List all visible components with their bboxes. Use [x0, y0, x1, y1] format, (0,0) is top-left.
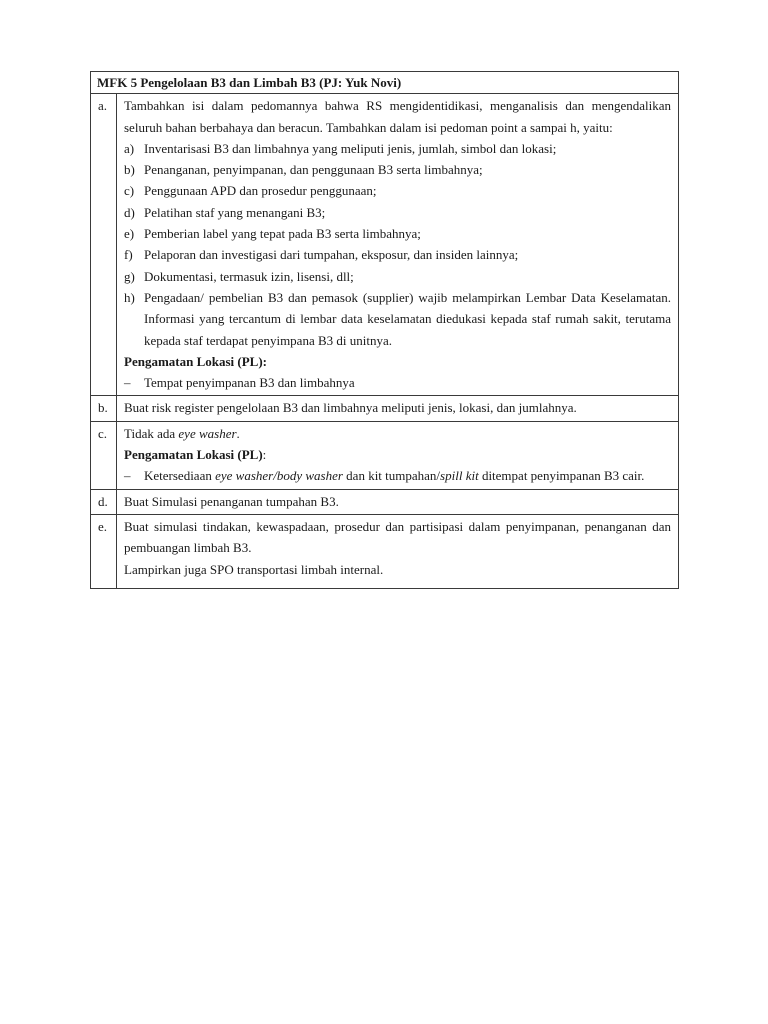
list-item: [124, 138, 671, 159]
row-number: a.: [91, 94, 117, 396]
table-header-row: [91, 72, 679, 94]
list-text: Inventarisasi B3 dan limbahnya yang meliputi jenis, jumlah, simbol dan lokasi;: [144, 140, 557, 156]
table-row: [91, 396, 679, 421]
list-marker: d): [124, 204, 135, 220]
list-item: [124, 266, 671, 287]
list-text: Pelaporan dan investigasi dari tumpahan, eksposur, dan insiden lainnya;: [144, 247, 519, 263]
row-number: b.: [91, 396, 117, 421]
row-c-text-prefix: Tidak ada: [124, 425, 179, 441]
row-c-text: [124, 423, 671, 444]
row-e-text-2: Lampirkan juga SPO transportasi limbah internal.: [124, 561, 384, 577]
row-number: d.: [91, 489, 117, 514]
list-text: Pelatihan staf yang menangani B3;: [144, 204, 326, 220]
row-content: [117, 421, 679, 489]
list-marker: g): [124, 268, 135, 284]
row-c-text-suffix: .: [236, 425, 240, 441]
list-marker: f): [124, 247, 133, 263]
observation-text: Tempat penyimpanan B3 dan limbahnya: [144, 375, 355, 391]
observation-label: Pengamatan Lokasi (PL):: [124, 353, 267, 369]
list-item: [124, 202, 671, 223]
list-text: Pemberian label yang tepat pada B3 serta limbahnya;: [144, 226, 421, 242]
row-content: [117, 396, 679, 421]
row-content: [117, 94, 679, 396]
list-text: Penanganan, penyimpanan, dan penggunaan B3 serta limbahnya;: [144, 162, 483, 178]
table-row: [91, 489, 679, 514]
list-marker: h): [124, 289, 135, 305]
list-item: [124, 180, 671, 201]
dash-marker: –: [124, 468, 131, 484]
list-item: [124, 244, 671, 265]
row-content: [117, 514, 679, 588]
obs-italic: eye washer/body washer: [215, 468, 343, 484]
row-e-text: Buat simulasi tindakan, kewaspadaan, prosedur dan partisipasi dalam penyimpanan, penanganan dan pembuangan limbah B3.: [124, 518, 671, 556]
list-text: Penggunaan APD dan prosedur penggunaan;: [144, 183, 377, 199]
observation-label: Pengamatan Lokasi (PL): [124, 447, 263, 463]
observation-text: [144, 465, 671, 486]
obs-part: ditempat penyimpanan B3 cair.: [478, 468, 645, 484]
list-text: Dokumentasi, termasuk izin, lisensi, dll;: [144, 268, 354, 284]
observation-item: [124, 465, 671, 486]
row-number: e.: [91, 514, 117, 588]
row-c-text-italic: eye washer: [178, 425, 237, 441]
row-content: [117, 489, 679, 514]
row-number: c.: [91, 421, 117, 489]
table-row: [91, 421, 679, 489]
list-marker: b): [124, 162, 135, 178]
row-b-text: Buat risk register pengelolaan B3 dan limbahnya meliputi jenis, lokasi, dan jumlahnya.: [124, 400, 577, 416]
row-d-text: Buat Simulasi penanganan tumpahan B3.: [124, 493, 339, 509]
table-row: [91, 514, 679, 588]
observation-label-line: [124, 444, 671, 465]
list-text: Pengadaan/ pembelian B3 dan pemasok (supplier) wajib melampirkan Lembar Data Keselamatan. Informasi yang tercantum di lembar data keselamatan diedukasi kepada staf rumah sakit, terutama kepada staf terdapat penyimpana B3 di unitnya.: [144, 289, 671, 348]
list-marker: c): [124, 183, 135, 199]
row-a-intro: Tambahkan isi dalam pedomannya bahwa RS mengidentidikasi, menganalisis dan mengendalikan seluruh bahan berbahaya dan beracun. Tambahkan dalam isi pedoman point a sampai h, yaitu:: [124, 98, 671, 135]
table-title: MFK 5 Pengelolaan B3 dan Limbah B3 (PJ: Yuk Novi): [91, 72, 679, 94]
list-item: [124, 223, 671, 244]
dash-marker: –: [124, 375, 131, 391]
mfk5-table: [90, 71, 679, 589]
obs-italic: spill kit: [440, 468, 479, 484]
obs-part: Ketersediaan: [144, 468, 216, 484]
list-marker: a): [124, 140, 135, 156]
obs-part: dan kit tumpahan/: [342, 468, 441, 484]
observation-colon: :: [262, 447, 267, 463]
list-item: [124, 159, 671, 180]
observation-item: [124, 372, 671, 393]
table-row: [91, 94, 679, 396]
list-item: [124, 287, 671, 351]
list-marker: e): [124, 226, 135, 242]
